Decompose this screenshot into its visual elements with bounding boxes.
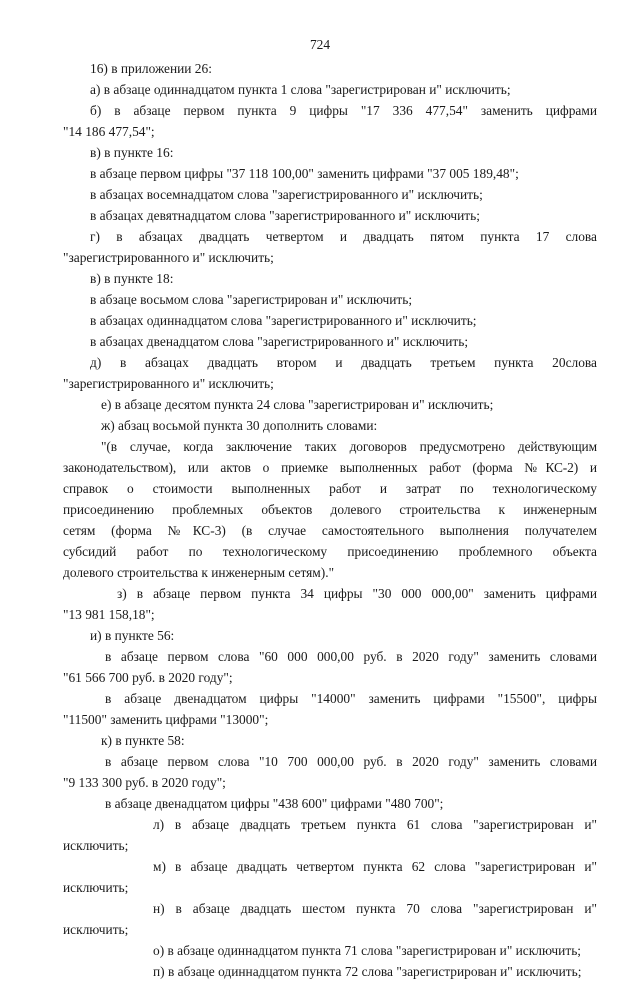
text-line: и) в пункте 56: [90,628,175,643]
text-line: л) в абзаце двадцать третьем пункта 61 слова "зарегистрирован и" [153,817,597,832]
text-line: 16) в приложении 26: [90,61,212,76]
text-line: в) в пункте 16: [90,145,174,160]
text-line: п) в абзаце одиннадцатом пункта 72 слова "зарегистрирован и" исключить; [153,964,582,979]
text-line: исключить; [63,922,129,937]
page-number: 724 [309,37,331,52]
text-line: в абзацах восемнадцатом слова "зарегистрированного и" исключить; [90,187,483,202]
text-line: исключить; [63,880,129,895]
text-line: субсидий работ по технологическому присоединению проблемного объекта [63,544,597,559]
text-line: "зарегистрированного и" исключить; [63,376,274,391]
text-line: з) в абзаце первом пункта 34 цифры "30 000 000,00" заменить цифрами [117,586,597,601]
text-line: а) в абзаце одиннадцатом пункта 1 слова "зарегистрирован и" исключить; [90,82,511,97]
text-line: в абзаце восьмом слова "зарегистрирован и" исключить; [90,292,413,307]
text-line: "11500" заменить цифрами "13000"; [63,712,269,727]
text-line: к) в пункте 58: [101,733,185,748]
text-line: "зарегистрированного и" исключить; [63,250,274,265]
text-line: законодательством), или актов о приемке выполненных работ (форма №КС-2) и [63,460,597,475]
text-line: в абзацах одиннадцатом слова "зарегистрированного и" исключить; [90,313,477,328]
text-line: в) в пункте 18: [90,271,174,286]
text-line: о) в абзаце одиннадцатом пункта 71 слова "зарегистрирован и" исключить; [153,943,582,958]
text-line: б) в абзаце первом пункта 9 цифры "17 336 477,54" заменить цифрами [90,103,597,118]
text-line: "(в случае, когда заключение таких договоров предусмотрено действующим [101,439,597,454]
text-line: в абзацах двенадцатом слова "зарегистрированного и" исключить; [90,334,469,349]
text-line: д) в абзацах двадцать втором и двадцать третьем пункта 20слова [90,355,597,370]
text-line: м) в абзаце двадцать четвертом пункта 62 слова "зарегистрирован и" [153,859,597,874]
text-line: долевого строительства к инженерным сетям)." [63,565,335,580]
text-line: ж) абзац восьмой пункта 30 дополнить словами: [101,418,378,433]
text-line: в абзаце первом цифры "37 118 100,00" заменить цифрами "37 005 189,48"; [90,166,519,181]
text-line: в абзаце первом слова "60 000 000,00 руб. в 2020 году" заменить словами [105,649,597,664]
text-line: "13 981 158,18"; [63,607,155,622]
text-line: е) в абзаце десятом пункта 24 слова "зарегистрирован и" исключить; [101,397,494,412]
text-line: "61 566 700 руб. в 2020 году"; [63,670,233,685]
text-line: г) в абзацах двадцать четвертом и двадцать пятом пункта 17 слова [90,229,597,244]
text-line: сетям (форма №КС-3) (в случае самостоятельного выполнения получателем [63,523,597,538]
document-body [63,58,597,982]
text-line: справок о стоимости выполненных работ и затрат по технологическому [63,481,597,496]
text-line: в абзацах девятнадцатом слова "зарегистрированного и" исключить; [90,208,480,223]
text-line: "14 186 477,54"; [63,124,155,139]
text-line: в абзаце двенадцатом цифры "438 600" цифрами "480 700"; [105,796,444,811]
text-line: н) в абзаце двадцать шестом пункта 70 слова "зарегистрирован и" [153,901,597,916]
text-line: в абзаце первом слова "10 700 000,00 руб. в 2020 году" заменить словами [105,754,597,769]
text-line: исключить; [63,838,129,853]
text-line: присоединению проблемных объектов долевого строительства к инженерным [63,502,597,517]
text-line: "9 133 300 руб. в 2020 году"; [63,775,226,790]
text-line: в абзаце двенадцатом цифры "14000" заменить цифрами "15500", цифры [105,691,597,706]
